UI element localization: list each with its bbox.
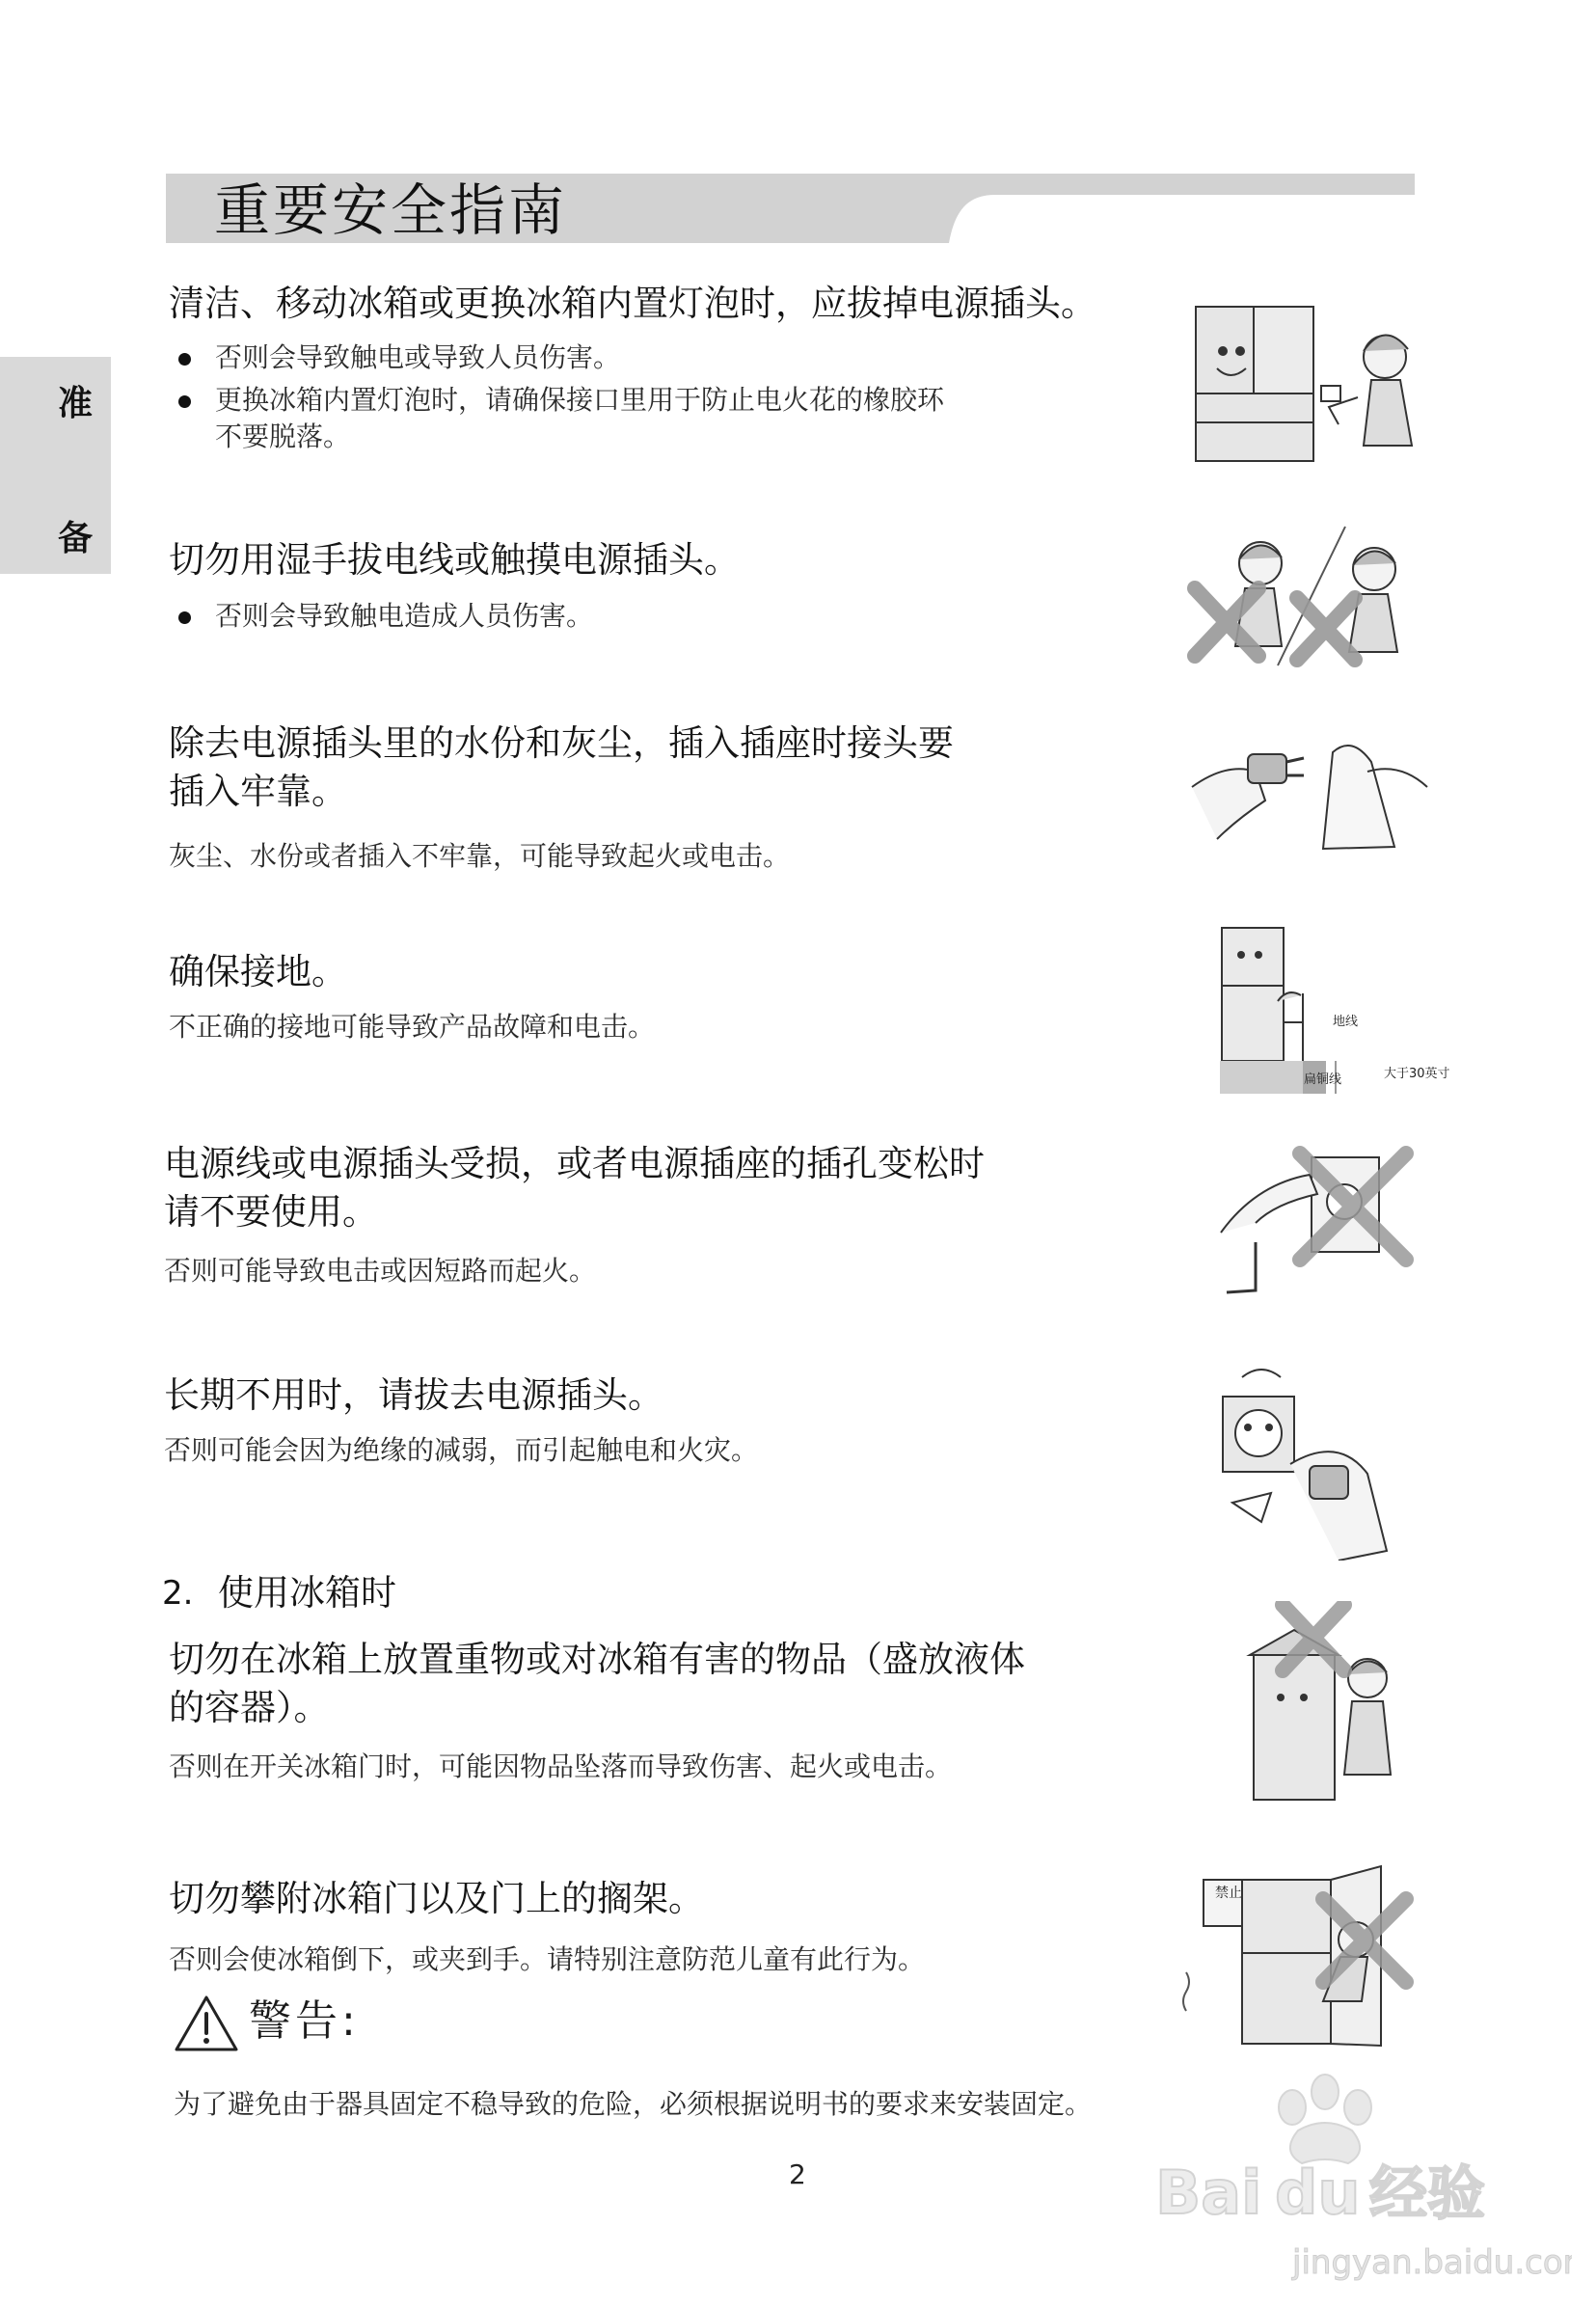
side-tab-char-1: 准 — [58, 384, 94, 423]
section-1-bullet-2-cont — [169, 419, 1095, 455]
warning-title: 警告: — [249, 1996, 360, 2046]
section-5-heading-line-1: 电源线或电源插头受损，或者电源插座的插孔变松时 — [164, 1143, 985, 1184]
ground-wire-label: 地线 — [1333, 1015, 1359, 1029]
page-number: 2 — [789, 2158, 806, 2190]
section-5-body: 否则可能导致电击或因短路而起火。 — [164, 1255, 597, 1287]
section-3-heading-line-1: 除去电源插头里的水份和灰尘，插入插座时接头要 — [169, 722, 954, 764]
svg-text:jingyan.baidu.com: jingyan.baidu.com — [1292, 2243, 1572, 2282]
warning-triangle-icon — [174, 1995, 239, 2052]
section-1-bullet-2: 更换冰箱内置灯泡时，请确保接口里用于防止电火花的橡胶环 — [169, 382, 1095, 419]
section-1-bullet-2-cont-text: 不要脱落。 — [215, 421, 351, 452]
section-3-heading-line-2: 插入牢靠。 — [169, 771, 347, 812]
section-7-heading-line-1: 切勿在冰箱上放置重物或对冰箱有害的物品（盛放液体 — [169, 1639, 1025, 1680]
warning-body: 为了避免由于器具固定不稳导致的危险，必须根据说明书的要求来安装固定。 — [174, 2088, 1093, 2120]
fridge-unplug-illustration — [1194, 301, 1445, 465]
subsection-number: 2. — [162, 1574, 194, 1613]
section-4-body: 不正确的接地可能导致产品故障和电击。 — [169, 1011, 656, 1043]
section-6-heading: 长期不用时，请拔去电源插头。 — [164, 1374, 663, 1416]
section-1-heading: 清洁、移动冰箱或更换冰箱内置灯泡时，应拔掉电源插头。 — [169, 283, 1096, 324]
subsection-title: 使用冰箱时 — [218, 1572, 396, 1614]
section-7-heading-line-2: 的容器）。 — [169, 1687, 330, 1728]
damaged-socket-illustration — [1217, 1146, 1420, 1304]
section-4-heading: 确保接地。 — [169, 951, 347, 992]
unplug-longterm-illustration — [1204, 1358, 1396, 1561]
depth-label: 大于30英寸 — [1384, 1067, 1450, 1081]
page-title: 重要安全指南 — [214, 177, 568, 243]
section-5-heading-line-2: 请不要使用。 — [164, 1191, 378, 1233]
section-8-body: 否则会使冰箱倒下，或夹到手。请特别注意防范儿童有此行为。 — [169, 1943, 926, 1975]
wet-hands-illustration — [1181, 521, 1430, 671]
section-6-body: 否则可能会因为绝缘的减弱，而引起触电和火灾。 — [164, 1434, 759, 1466]
section-3-body: 灰尘、水份或者插入不牢靠，可能导致起火或电击。 — [169, 840, 791, 872]
section-7-body: 否则在开关冰箱门时，可能因物品坠落而导致伤害、起火或电击。 — [169, 1751, 953, 1782]
section-1-bullet-1: 否则会导致触电或导致人员伤害。 — [169, 339, 1095, 376]
no-heavy-objects-illustration — [1236, 1601, 1410, 1804]
section-2-bullet-1: 否则会导致触电造成人员伤害。 — [169, 598, 1037, 635]
section-2-bullets — [169, 598, 1037, 640]
section-1-bullets — [169, 339, 1095, 461]
svg-text:du: du — [1275, 2158, 1361, 2228]
clean-plug-illustration — [1188, 733, 1429, 858]
svg-text:经验: 经验 — [1369, 2160, 1485, 2228]
no-sign-text: 禁止 — [1215, 1886, 1242, 1901]
side-tab-char-2: 备 — [58, 519, 94, 558]
side-tab — [0, 357, 111, 574]
baidu-jingyan-watermark — [1148, 2059, 1572, 2291]
no-climbing-illustration — [1178, 1857, 1415, 2049]
copper-wire-label: 扁铜线 — [1304, 1072, 1342, 1087]
section-8-heading: 切勿攀附冰箱门以及门上的搁架。 — [169, 1878, 704, 1919]
svg-text:Bai: Bai — [1155, 2158, 1262, 2228]
section-2-heading: 切勿用湿手拔电线或触摸电源插头。 — [169, 539, 740, 581]
